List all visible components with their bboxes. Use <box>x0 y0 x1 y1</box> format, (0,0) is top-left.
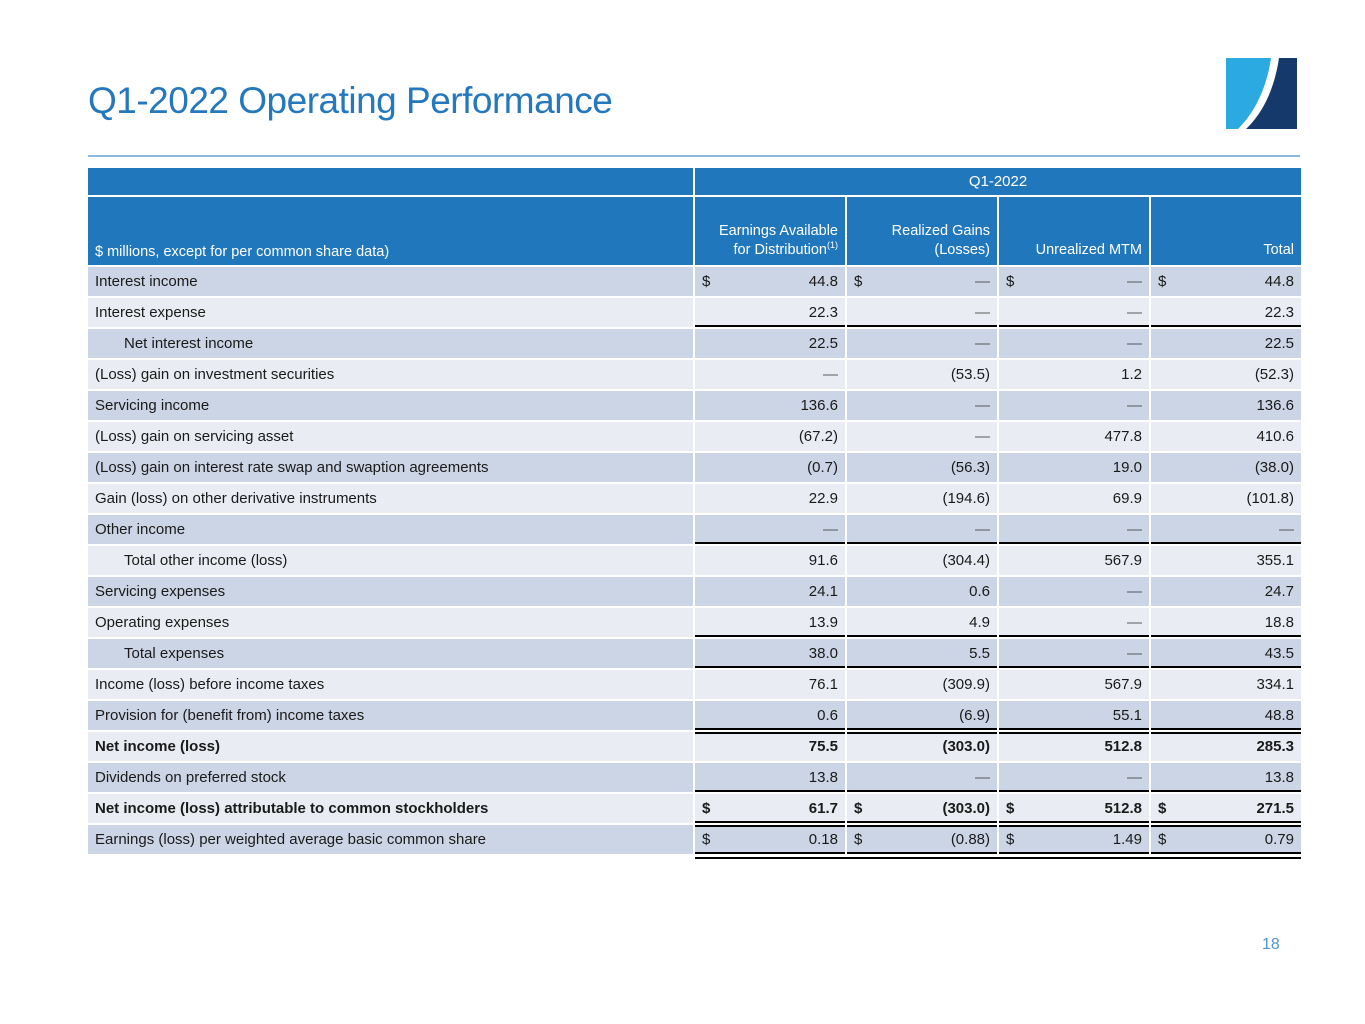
value-text: (303.0) <box>942 738 990 755</box>
value-text: (38.0) <box>1254 459 1294 476</box>
row-label: Net income (loss) <box>88 732 693 761</box>
table-row <box>88 391 1301 420</box>
cell-value <box>847 422 997 451</box>
value-text: — <box>975 521 990 538</box>
currency-symbol: $ <box>702 800 711 817</box>
cell-value <box>999 422 1149 451</box>
value-text: 19.0 <box>1112 459 1142 476</box>
cell-value <box>695 608 845 637</box>
value-text: 13.9 <box>808 614 838 631</box>
cell-value <box>847 298 997 327</box>
value-text: (6.9) <box>959 707 990 724</box>
column-header: Unrealized MTM <box>999 197 1149 265</box>
value-text: 24.1 <box>808 583 838 600</box>
value-text: — <box>1127 645 1142 662</box>
currency-symbol: $ <box>1158 273 1167 290</box>
value-text: 334.1 <box>1256 676 1294 693</box>
table-row-header: $ millions, except for per common share data) <box>88 197 693 265</box>
value-text: 24.7 <box>1264 583 1294 600</box>
value-text: 22.5 <box>808 335 838 352</box>
cell-value <box>1151 546 1301 575</box>
value-text: 271.5 <box>1256 800 1294 817</box>
cell-value <box>695 298 845 327</box>
value-text: — <box>1127 273 1142 290</box>
table-body <box>88 267 1301 854</box>
cell-value <box>999 608 1149 637</box>
cell-value <box>999 763 1149 792</box>
row-label: Total expenses <box>88 639 693 668</box>
cell-value <box>999 639 1149 668</box>
value-text: 22.5 <box>1264 335 1294 352</box>
row-label: Gain (loss) on other derivative instruments <box>88 484 693 513</box>
cell-value <box>847 515 997 544</box>
table-row <box>88 267 1301 296</box>
cell-value <box>1151 577 1301 606</box>
value-text: 285.3 <box>1256 738 1294 755</box>
cell-value <box>999 391 1149 420</box>
value-text: 1.49 <box>1112 831 1142 848</box>
value-text: 0.6 <box>817 707 838 724</box>
value-text: (303.0) <box>942 800 990 817</box>
value-text: 13.8 <box>808 769 838 786</box>
value-text: (67.2) <box>798 428 838 445</box>
value-text: 136.6 <box>800 397 838 414</box>
value-text: 477.8 <box>1104 428 1142 445</box>
cell-value <box>999 546 1149 575</box>
cell-value <box>695 670 845 699</box>
value-text: 0.79 <box>1264 831 1294 848</box>
column-header: Earnings Available for Distribution$^{(1)}$ <box>695 197 845 265</box>
value-text: — <box>1127 583 1142 600</box>
value-text: 0.6 <box>969 583 990 600</box>
value-text: 355.1 <box>1256 552 1294 569</box>
cell-value <box>999 267 1149 296</box>
cell-value <box>1151 391 1301 420</box>
cell-value <box>999 670 1149 699</box>
value-text: 13.8 <box>1264 769 1294 786</box>
value-text: — <box>975 304 990 321</box>
cell-value <box>847 701 997 730</box>
cell-value <box>1151 453 1301 482</box>
value-text: (52.3) <box>1254 366 1294 383</box>
currency-symbol: $ <box>854 831 863 848</box>
row-label: (Loss) gain on servicing asset <box>88 422 693 451</box>
value-text: — <box>823 521 838 538</box>
cell-value <box>847 794 997 823</box>
currency-symbol: $ <box>1006 831 1015 848</box>
cell-value <box>847 639 997 668</box>
cell-value <box>999 701 1149 730</box>
cell-value <box>999 360 1149 389</box>
value-text: 76.1 <box>808 676 838 693</box>
cell-value <box>695 422 845 451</box>
cell-value <box>999 329 1149 358</box>
logo-swoosh-icon <box>1226 58 1297 129</box>
currency-symbol: $ <box>854 273 863 290</box>
cell-value <box>695 763 845 792</box>
page-number: 18 <box>1262 936 1280 953</box>
row-label: Dividends on preferred stock <box>88 763 693 792</box>
currency-symbol: $ <box>702 831 711 848</box>
cell-value <box>695 732 845 761</box>
row-label: Interest income <box>88 267 693 296</box>
cell-value <box>847 391 997 420</box>
row-label: Servicing expenses <box>88 577 693 606</box>
cell-value <box>847 484 997 513</box>
cell-value <box>1151 608 1301 637</box>
cell-value <box>999 732 1149 761</box>
currency-symbol: $ <box>1006 800 1015 817</box>
row-label: Earnings (loss) per weighted average basic common share <box>88 825 693 854</box>
cell-value <box>695 515 845 544</box>
cell-value <box>999 515 1149 544</box>
table-row <box>88 670 1301 699</box>
cell-value <box>999 794 1149 823</box>
value-text: — <box>1127 397 1142 414</box>
cell-value <box>695 546 845 575</box>
table-row <box>88 515 1301 544</box>
cell-value <box>999 484 1149 513</box>
cell-value <box>999 577 1149 606</box>
cell-value <box>1151 763 1301 792</box>
row-label: Operating expenses <box>88 608 693 637</box>
operating-performance-table <box>88 168 1301 856</box>
value-text: — <box>1127 335 1142 352</box>
value-text: — <box>1127 614 1142 631</box>
cell-value <box>1151 639 1301 668</box>
cell-value <box>847 732 997 761</box>
cell-value <box>847 546 997 575</box>
cell-value <box>1151 794 1301 823</box>
table-row <box>88 453 1301 482</box>
table-column-header-row <box>88 197 1301 265</box>
value-text: 0.18 <box>808 831 838 848</box>
table-row <box>88 608 1301 637</box>
table-row <box>88 732 1301 761</box>
value-text: 18.8 <box>1264 614 1294 631</box>
value-text: 91.6 <box>808 552 838 569</box>
currency-symbol: $ <box>1158 800 1167 817</box>
cell-value <box>695 329 845 358</box>
value-text: (0.7) <box>807 459 838 476</box>
value-text: 22.9 <box>808 490 838 507</box>
table-row <box>88 298 1301 327</box>
value-text: 44.8 <box>808 273 838 290</box>
cell-value <box>1151 670 1301 699</box>
cell-value <box>695 577 845 606</box>
table-row <box>88 329 1301 358</box>
group-header-q1-2022: Q1-2022 <box>695 168 1301 195</box>
column-header: Total <box>1151 197 1301 265</box>
cell-value <box>695 484 845 513</box>
value-text: 44.8 <box>1264 273 1294 290</box>
cell-value <box>1151 732 1301 761</box>
value-text: — <box>1127 769 1142 786</box>
cell-value <box>847 329 997 358</box>
value-text: (194.6) <box>942 490 990 507</box>
cell-value <box>1151 422 1301 451</box>
value-text: 69.9 <box>1112 490 1142 507</box>
value-text: 5.5 <box>969 645 990 662</box>
table-row <box>88 546 1301 575</box>
currency-symbol: $ <box>702 273 711 290</box>
table-group-header-row <box>88 168 1301 195</box>
row-label: Other income <box>88 515 693 544</box>
table-row <box>88 577 1301 606</box>
currency-symbol: $ <box>1158 831 1167 848</box>
value-text: (309.9) <box>942 676 990 693</box>
cell-value <box>847 267 997 296</box>
row-label: (Loss) gain on investment securities <box>88 360 693 389</box>
cell-value <box>1151 267 1301 296</box>
cell-value <box>847 670 997 699</box>
value-text: 48.8 <box>1264 707 1294 724</box>
value-text: — <box>1279 521 1294 538</box>
cell-value <box>847 453 997 482</box>
value-text: 61.7 <box>808 800 838 817</box>
row-label: Servicing income <box>88 391 693 420</box>
cell-value <box>695 825 845 854</box>
row-label: Interest expense <box>88 298 693 327</box>
table-row <box>88 484 1301 513</box>
value-text: — <box>975 428 990 445</box>
cell-value <box>1151 298 1301 327</box>
cell-value <box>695 391 845 420</box>
table-row <box>88 825 1301 854</box>
value-text: — <box>975 335 990 352</box>
cell-value <box>1151 701 1301 730</box>
value-text: (0.88) <box>950 831 990 848</box>
cell-value <box>1151 360 1301 389</box>
value-text: 75.5 <box>808 738 838 755</box>
cell-value <box>1151 515 1301 544</box>
cell-value <box>999 825 1149 854</box>
cell-value <box>695 453 845 482</box>
value-text: 567.9 <box>1104 552 1142 569</box>
value-text: 512.8 <box>1104 800 1142 817</box>
value-text: 136.6 <box>1256 397 1294 414</box>
cell-value <box>847 825 997 854</box>
value-text: 567.9 <box>1104 676 1142 693</box>
currency-symbol: $ <box>1006 273 1015 290</box>
table-row <box>88 701 1301 730</box>
title-divider <box>88 155 1300 157</box>
cell-value <box>1151 825 1301 854</box>
group-header-spacer <box>88 168 693 195</box>
row-label: Net interest income <box>88 329 693 358</box>
value-text: (56.3) <box>950 459 990 476</box>
value-text: — <box>823 366 838 383</box>
value-text: 1.2 <box>1121 366 1142 383</box>
value-text: 22.3 <box>1264 304 1294 321</box>
row-label: Net income (loss) attributable to common stockholders <box>88 794 693 823</box>
value-text: — <box>975 769 990 786</box>
table-row <box>88 422 1301 451</box>
value-text: 38.0 <box>808 645 838 662</box>
value-text: — <box>975 273 990 290</box>
table-row <box>88 360 1301 389</box>
value-text: — <box>1127 304 1142 321</box>
cell-value <box>695 701 845 730</box>
value-text: (53.5) <box>950 366 990 383</box>
slide-title: Q1-2022 Operating Performance <box>88 80 613 121</box>
value-text: 4.9 <box>969 614 990 631</box>
cell-value <box>695 794 845 823</box>
currency-symbol: $ <box>854 800 863 817</box>
company-logo <box>1226 58 1297 129</box>
cell-value <box>1151 329 1301 358</box>
cell-value <box>999 453 1149 482</box>
row-label: (Loss) gain on interest rate swap and swaption agreements <box>88 453 693 482</box>
value-text: 43.5 <box>1264 645 1294 662</box>
cell-value <box>695 267 845 296</box>
value-text: 55.1 <box>1112 707 1142 724</box>
table-row <box>88 763 1301 792</box>
table-row <box>88 794 1301 823</box>
value-text: (101.8) <box>1246 490 1294 507</box>
cell-value <box>695 360 845 389</box>
table-row <box>88 639 1301 668</box>
value-text: 22.3 <box>808 304 838 321</box>
cell-value <box>847 577 997 606</box>
row-label: Provision for (benefit from) income taxes <box>88 701 693 730</box>
value-text: — <box>975 397 990 414</box>
row-label: Income (loss) before income taxes <box>88 670 693 699</box>
column-header: Realized Gains (Losses) <box>847 197 997 265</box>
cell-value <box>847 763 997 792</box>
cell-value <box>847 608 997 637</box>
cell-value <box>695 639 845 668</box>
cell-value <box>1151 484 1301 513</box>
value-text: 410.6 <box>1256 428 1294 445</box>
value-text: (304.4) <box>942 552 990 569</box>
cell-value <box>847 360 997 389</box>
value-text: — <box>1127 521 1142 538</box>
value-text: 512.8 <box>1104 738 1142 755</box>
row-label: Total other income (loss) <box>88 546 693 575</box>
cell-value <box>999 298 1149 327</box>
